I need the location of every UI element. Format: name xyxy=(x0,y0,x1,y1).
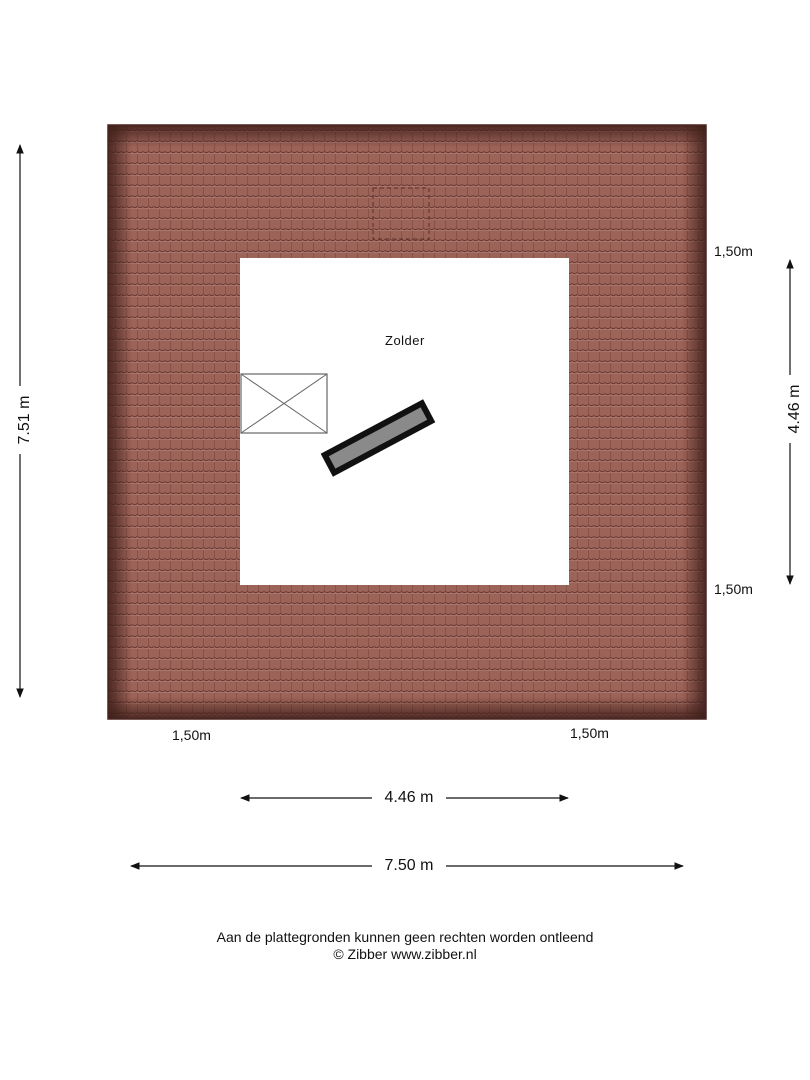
total-width-label: 7.50 m xyxy=(372,857,446,875)
copyright-text: © Zibber www.zibber.nl xyxy=(333,946,477,962)
roof-bottom-left-label: 1,50m xyxy=(172,727,211,743)
roof-right-top-label: 1,50m xyxy=(714,243,753,259)
inner-width-label: 4.46 m xyxy=(372,789,446,807)
stair-hatch-icon xyxy=(241,374,327,433)
roof-right-bottom-label: 1,50m xyxy=(714,581,753,597)
roof-bottom-right-label: 1,50m xyxy=(570,725,609,741)
total-height-label: 7.51 m xyxy=(16,386,34,454)
disclaimer-text: Aan de plattegronden kunnen geen rechten worden ontleend xyxy=(216,929,594,945)
inner-height-label: 4.46 m xyxy=(786,375,804,443)
room-label: Zolder xyxy=(385,333,425,348)
